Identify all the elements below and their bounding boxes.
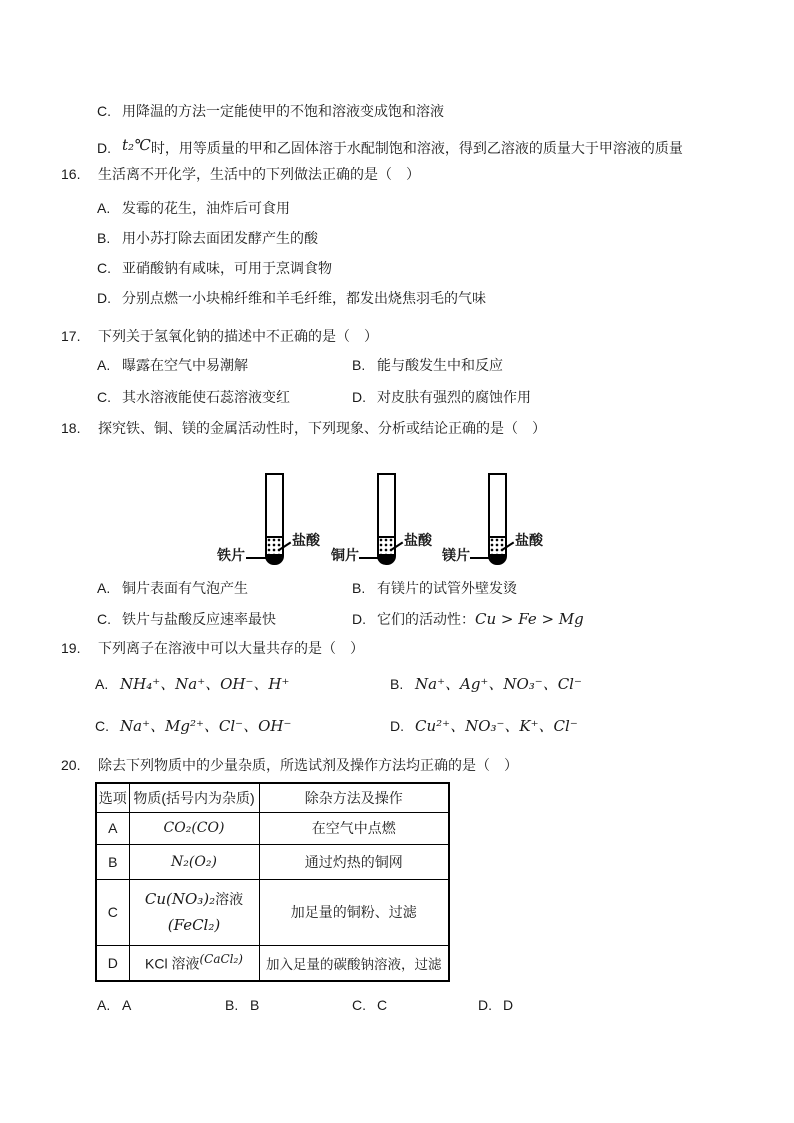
option-letter: B. (352, 580, 366, 596)
q17-option-c (97, 387, 290, 407)
question-number: 20. (61, 757, 81, 773)
q20-answer-b (225, 995, 259, 1015)
test-tube-iron (265, 473, 284, 565)
q15-option-c (97, 101, 444, 121)
option-letter: D. (352, 389, 366, 405)
cell-method: 在空气中点燃 (259, 812, 449, 844)
option-letter: D. (352, 611, 366, 627)
cell-substance: CO₂(CO) (129, 812, 259, 844)
option-text: 铜片表面有气泡产生 (122, 580, 248, 596)
cell-option: D (96, 945, 129, 981)
option-text: 发霉的花生，油炸后可食用 (122, 200, 290, 216)
copper-strip-label: 铜片 (331, 547, 359, 563)
option-text: 它们的活动性： (377, 611, 475, 627)
q20-stem (61, 755, 518, 775)
q17-option-a (97, 355, 248, 375)
header-option: 选项 (96, 783, 129, 812)
table-row (96, 844, 449, 879)
cell-method: 加入足量的碳酸钠溶液，过滤 (259, 945, 449, 981)
question-text: 探究铁、铜、镁的金属活动性时，下列现象、分析或结论正确的是（ ） (98, 420, 546, 436)
question-text: 下列离子在溶液中可以大量共存的是（ ） (98, 640, 364, 656)
option-text: 时，用等质量的甲和乙固体溶于水配制饱和溶液，得到乙溶液的质量大于甲溶液的质量 (150, 140, 683, 156)
option-text: 对皮肤有强烈的腐蚀作用 (377, 389, 531, 405)
header-method: 除杂方法及操作 (259, 783, 449, 812)
ion-formula: Na⁺、Mg²⁺、Cl⁻、OH⁻ (120, 717, 292, 735)
q17-option-b (352, 355, 503, 375)
answer-text: D (503, 997, 514, 1013)
q16-option-b (97, 228, 318, 248)
option-letter: C. (97, 260, 111, 276)
cell-option: B (96, 844, 129, 879)
activity-order-formula: Cu > Fe > Mg (475, 610, 584, 628)
metal-strip (490, 554, 505, 564)
q18-option-a (97, 578, 248, 598)
cell-option: C (96, 879, 129, 945)
acid-liquid (490, 536, 505, 555)
cell-option: A (96, 812, 129, 844)
q19-option-c (95, 716, 291, 736)
table-header-row (96, 783, 449, 812)
q16-option-d (97, 288, 486, 308)
option-letter: D. (97, 290, 111, 306)
option-letter: A. (95, 676, 109, 692)
q20-impurity-table (95, 782, 450, 982)
q20-answer-c (352, 995, 387, 1015)
option-letter: A. (97, 580, 111, 596)
substance-line1 (130, 886, 259, 912)
option-letter: B. (225, 997, 239, 1013)
metal-strip (267, 554, 282, 564)
substance-suffix: 溶液 (215, 891, 244, 907)
option-letter: B. (390, 676, 404, 692)
answer-text: C (377, 997, 388, 1013)
q17-option-d (352, 387, 531, 407)
q20-answer-d (478, 995, 513, 1015)
question-number: 19. (61, 640, 81, 656)
acid-liquid (267, 536, 282, 555)
question-number: 17. (61, 328, 81, 344)
q19-option-d (390, 716, 578, 736)
header-substance: 物质(括号内为杂质) (129, 783, 259, 812)
leader-line (470, 557, 489, 559)
q16-option-a (97, 198, 290, 218)
table-row (96, 812, 449, 844)
option-letter: C. (95, 718, 109, 734)
q16-stem (61, 164, 420, 184)
question-number: 18. (61, 420, 81, 436)
ion-formula: Cu²⁺、NO₃⁻、K⁺、Cl⁻ (415, 717, 578, 735)
answer-text: A (122, 997, 132, 1013)
q20-answer-a (97, 995, 131, 1015)
option-letter: C. (97, 389, 111, 405)
option-letter: A. (97, 200, 111, 216)
question-text: 除去下列物质中的少量杂质，所选试剂及操作方法均正确的是（ ） (98, 757, 518, 773)
option-letter: C. (352, 997, 366, 1013)
option-text: 能与酸发生中和反应 (377, 357, 503, 373)
ion-formula: NH₄⁺、Na⁺、OH⁻、H⁺ (120, 675, 290, 693)
option-text: 分别点燃一小块棉纤维和羊毛纤维，都发出烧焦羽毛的气味 (122, 290, 486, 306)
option-text: 有镁片的试管外壁发烫 (377, 580, 517, 596)
question-number: 16. (61, 166, 81, 182)
cell-substance: N₂(O₂) (129, 844, 259, 879)
option-letter: B. (97, 230, 111, 246)
cell-method: 加足量的铜粉、过滤 (259, 879, 449, 945)
q17-stem (61, 326, 378, 346)
substance-formula: Cu(NO₃)₂ (144, 890, 216, 908)
q16-option-c (97, 258, 332, 278)
test-tube-magnesium (488, 473, 507, 565)
option-text: 铁片与盐酸反应速率最快 (122, 611, 276, 627)
table-row (96, 945, 449, 981)
question-text: 生活离不开化学，生活中的下列做法正确的是（ ） (98, 166, 420, 182)
option-text: 其水溶液能使石蕊溶液变红 (122, 389, 290, 405)
option-text: 亚硝酸钠有咸味，可用于烹调食物 (122, 260, 332, 276)
magnesium-strip-label: 镁片 (442, 547, 470, 563)
ion-formula: Na⁺、Ag⁺、NO₃⁻、Cl⁻ (415, 675, 582, 693)
option-text: 用降温的方法一定能使甲的不饱和溶液变成饱和溶液 (122, 103, 444, 119)
leader-line (359, 557, 378, 559)
test-tube-copper (377, 473, 396, 565)
q18-option-d (352, 609, 584, 629)
acid-label: 盐酸 (292, 532, 320, 548)
cell-method: 通过灼热的铜网 (259, 844, 449, 879)
option-letter: C. (97, 103, 111, 119)
q18-stem (61, 418, 546, 438)
option-letter: D. (478, 997, 492, 1013)
substance-prefix: KCl 溶液 (145, 955, 200, 972)
table-row (96, 879, 449, 945)
question-text: 下列关于氢氧化钠的描述中不正确的是（ ） (98, 328, 378, 344)
q19-option-a (95, 674, 289, 694)
option-letter: D. (390, 718, 404, 734)
q18-option-b (352, 578, 517, 598)
metal-strip (379, 554, 394, 564)
q19-stem (61, 638, 364, 658)
option-letter: B. (352, 357, 366, 373)
answer-text: B (250, 997, 260, 1013)
q19-option-b (390, 674, 582, 694)
cell-substance (129, 879, 259, 945)
option-text: 用小苏打除去面团发酵产生的酸 (122, 230, 318, 246)
acid-label: 盐酸 (515, 532, 543, 548)
option-letter: C. (97, 611, 111, 627)
option-letter: A. (97, 997, 111, 1013)
temperature-formula: t₂℃ (122, 136, 151, 154)
substance-line2: (FeCl₂) (167, 916, 221, 934)
cell-substance (129, 945, 259, 981)
option-letter: D. (97, 140, 111, 156)
q18-option-c (97, 609, 276, 629)
q15-option-d (97, 138, 683, 158)
leader-line (246, 557, 266, 559)
option-text: 曝露在空气中易潮解 (122, 357, 248, 373)
acid-label: 盐酸 (404, 532, 432, 548)
iron-strip-label: 铁片 (217, 547, 245, 563)
acid-liquid (379, 536, 394, 555)
substance-superscript: (CaCl₂) (199, 951, 243, 966)
option-letter: A. (97, 357, 111, 373)
